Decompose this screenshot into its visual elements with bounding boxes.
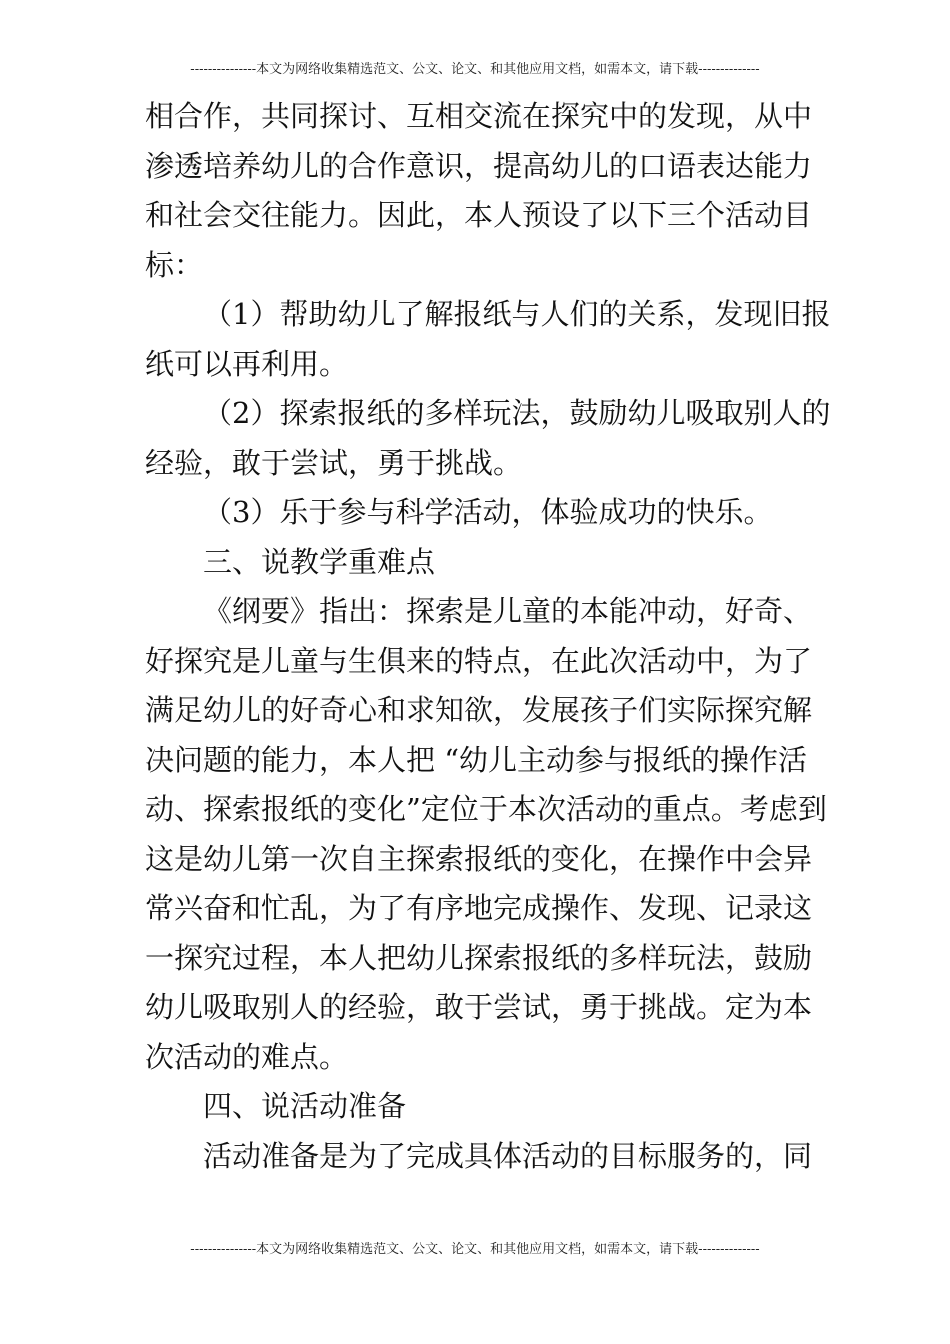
- paragraph-line: 活动准备是为了完成具体活动的目标服务的，同: [203, 1138, 813, 1173]
- paragraph-line: 次活动的难点。: [145, 1039, 349, 1074]
- paragraph-line: 和社会交往能力。因此，本人预设了以下三个活动目: [145, 198, 813, 232]
- section-heading-4: 四、说活动准备: [203, 1089, 407, 1123]
- paragraph-line: 满足幼儿的好奇心和求知欲，发展孩子们实际探究解: [145, 693, 813, 727]
- header-banner: ---------------本文为网络收集精选范文、公文、论文、和其他应用文档，如需本文，请下载--------------: [190, 62, 760, 77]
- document-body: [145, 92, 831, 1181]
- paragraph-line: 决问题的能力，本人把 “幼儿主动参与报纸的操作活: [145, 742, 808, 777]
- footer-banner: ---------------本文为网络收集精选范文、公文、论文、和其他应用文档，如需本文，请下载--------------: [190, 1242, 760, 1257]
- paragraph-line: 《纲要》指出：探索是儿童的本能冲动，好奇、: [203, 594, 813, 628]
- paragraph-line: 一探究过程，本人把幼儿探索报纸的多样玩法，鼓励: [145, 940, 813, 975]
- paragraph-line: 好探究是儿童与生俱来的特点，在此次活动中，为了: [145, 643, 813, 678]
- paragraph-line: 渗透培养幼儿的合作意识，提高幼儿的口语表达能力: [145, 148, 813, 183]
- paragraph-line: 标：: [145, 247, 204, 282]
- goal-item-1: （1）帮助幼儿了解报纸与人们的关系，发现旧报: [203, 297, 831, 331]
- paragraph-line: 经验，敢于尝试，勇于挑战。: [145, 445, 523, 480]
- paragraph-line: 相合作，共同探讨、互相交流在探究中的发现，从中: [145, 99, 813, 133]
- section-heading-3: 三、说教学重难点: [203, 544, 436, 579]
- paragraph-line: 幼儿吸取别人的经验，敢于尝试，勇于挑战。定为本: [145, 990, 813, 1024]
- paragraph-line: 常兴奋和忙乱，为了有序地完成操作、发现、记录这: [145, 891, 813, 925]
- goal-item-3: （3）乐于参与科学活动，体验成功的快乐。: [203, 495, 773, 529]
- goal-item-2: （2）探索报纸的多样玩法，鼓励幼儿吸取别人的: [203, 396, 831, 430]
- paragraph-line: 纸可以再利用。: [145, 346, 349, 381]
- paragraph-line: 动、探索报纸的变化”定位于本次活动的重点。考虑到: [145, 792, 827, 826]
- paragraph-line: 这是幼儿第一次自主探索报纸的变化，在操作中会异: [145, 841, 813, 876]
